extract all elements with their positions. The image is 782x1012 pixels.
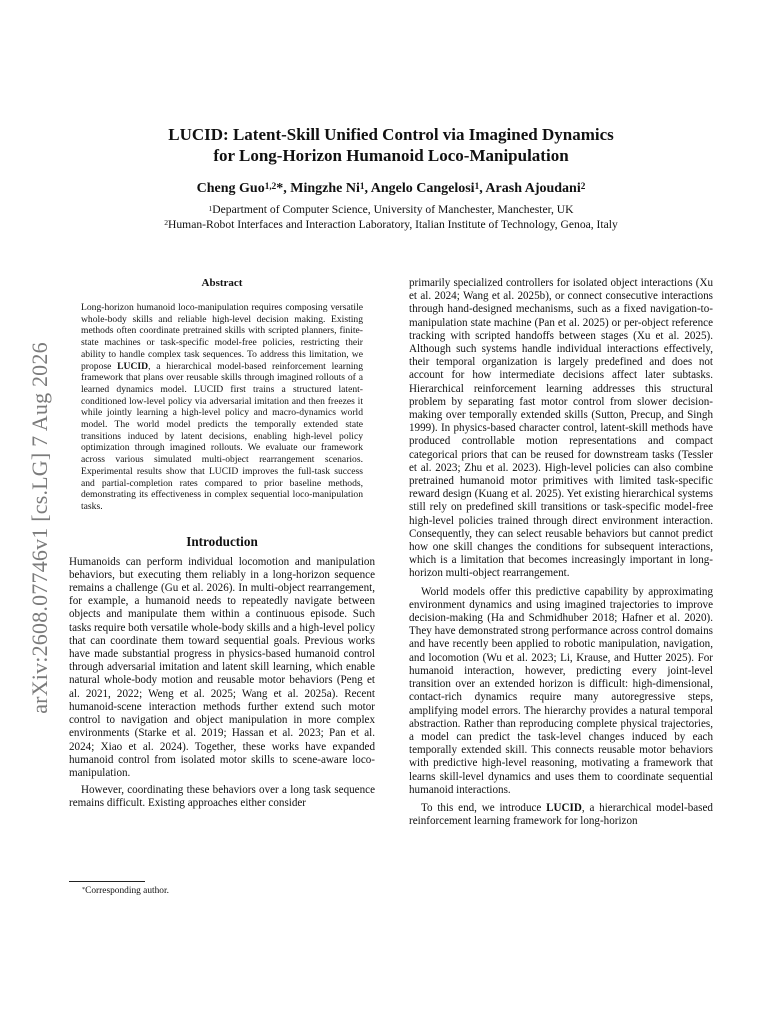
author-affiliation-mark: 1: [359, 181, 365, 192]
intro-paragraph-1: Humanoids can perform individual locomotion and manipulation behaviors, but executing them reliably in a long-horizon sequence remains a challenge (Gu et al. 2026). In multi-object rearrangement, for example, a humanoid needs to repeatedly navigate between objects and manipulate them within a continuous episode. Such tasks require both versatile whole-body skills and a high-level policy that can coordinate them toward sequential goals. Previous works have made substantial progress in physics-based humanoid control through adversarial imitation and latent skill learning, which enable natural whole-body motion and reusable motor behaviors (Peng et al. 2021, 2022; Weng et al. 2025; Wang et al. 2025a). Recent humanoid-scene interaction methods further extend such motor control to navigation and object manipulation in more complex environments (Starke et al. 2019; Hassan et al. 2023; Pan et al. 2024; Xiao et al. 2024). Together, these works have expanded humanoid control from isolated motor skills to scene-aware loco-manipulation.: [69, 555, 375, 779]
abstract-text-part-2: , a hierarchical model-based reinforcement learning framework that plans over reusable skills through imagined rollouts of a learned dynamics model. LUCID first trains a structured latent-conditioned low-level policy via adversarial imitation and then freezes it while jointly learning a high-level policy and macro-dynamics world model. The world model predicts the temporally extended state transitions induced by latent decisions, enabling high-level policy optimization through imagined rollouts. We evaluate our framework across various simulated multi-object rearrangement scenarios. Experimental results show that LUCID improves the full-task success and partial-completion rates compared to prior baseline methods, demonstrating its effectiveness in complex sequential loco-manipulation tasks.: [81, 360, 364, 512]
author-list: Cheng Guo$^{1,2}$*, Mingzhe Ni$^1$, Angelo Cangelosi$^1$, Arash Ajoudani$^2$: [196, 181, 586, 196]
arxiv-identifier-text: arXiv:2608.07746v1 [cs.LG] 7 Aug 2026: [27, 342, 52, 714]
author-name: Arash Ajoudani: [485, 181, 581, 196]
abstract-text-part-1: Long-horizon humanoid loco-manipulation requires composing versatile whole-body skills and reliable high-level decision making. Existing methods often coordinate pretrained skills with scripted planners, finite-state machines or task-specific model-free policies, restricting their ability to handle complex task sequences. To address this limitation, we propose: [81, 302, 363, 372]
author-name: Cheng Guo: [196, 181, 265, 196]
footnote-text: Corresponding author.: [85, 886, 169, 896]
author-affiliation-mark: 2: [580, 181, 586, 192]
abstract-heading: Abstract: [201, 277, 243, 289]
intro-paragraph-2: However, coordinating these behaviors over a long task sequence remains difficult. Existing approaches either consider: [69, 784, 375, 810]
left-column: [69, 276, 375, 811]
corresponding-author-mark: *: [276, 181, 284, 196]
arxiv-identifier: [14, 342, 66, 714]
affiliation-line: [100, 218, 682, 233]
intro-paragraph-4: World models offer this predictive capability by approximating environment dynamics and using imagined trajectories to improve decision-making (Ha and Schmidhuber 2018; Hafner et al. 2020). They have demonstrated strong performance across control domains and have recently been applied to robotic manipulation, navigation, and locomotion (Wu et al. 2023; Li, Krause, and Hutter 2025). For humanoid interaction, however, predicting every joint-level transition over an extended horizon is difficult: high-dimensional, contact-rich dynamics require many autoregressive steps, amplifying model errors. The hierarchy provides a natural temporal abstraction. Rather than reproducing complete physical trajectories, a model can predict the task-level changes induced by each temporally extended skill. This connects reusable motor behaviors with predictive high-level reasoning, motivating a framework that learns skill-level dynamics and uses them to coordinate sequential humanoid interactions.: [409, 585, 713, 796]
footnote-mark: *: [82, 886, 86, 894]
affiliation-mark: 1: [208, 203, 213, 213]
affiliation-text: Human-Robot Interfaces and Interaction Laboratory, Italian Institute of Technology, Genoa, Italy: [168, 217, 618, 231]
intro-method-name: LUCID: [546, 801, 582, 814]
author-name: Mingzhe Ni: [290, 181, 360, 196]
author-name: Angelo Cangelosi: [370, 181, 475, 196]
abstract-body: [81, 302, 363, 513]
footnote: [82, 885, 169, 897]
author-affiliation-mark: 1: [474, 181, 480, 192]
footnote-divider: [69, 881, 145, 882]
author-affiliation-mark: 1,2: [264, 181, 277, 192]
introduction-heading: Introduction: [186, 533, 258, 549]
affiliation-line: [100, 203, 682, 218]
intro-paragraph-5-rest: , a hierarchical model-based reinforcement learning framework for long-horizon: [409, 801, 713, 828]
intro-paragraph-5: [409, 802, 713, 828]
paper-title-line-2: for Long-Horizon Humanoid Loco-Manipulation: [213, 146, 569, 165]
intro-paragraph-3: primarily specialized controllers for isolated object interactions (Xu et al. 2024; Wang et al. 2025b), or connect consecutive interactions through hand-designed mechanisms, such as a fixed navigation-to-manipulation state machine (Pan et al. 2025) or per-object reference tracking with scripted handoffs between stages (Xu et al. 2025). Although such systems handle individual interactions effectively, their temporal organization is largely predefined and does not account for how intermediate decisions affect later subtasks. Hierarchical reinforcement learning addresses this structural problem by separating fast motor control from slower decision-making over temporally extended skills (Sutton, Precup, and Singh 1999). In physics-based character control, latent-skill methods have produced controllable motion representations and compact categorical priors that can be reused for downstream tasks (Tessler et al. 2023; Zhu et al. 2023). High-level policies can also combine pretrained humanoid motor primitives with limited task-specific reward design (Kuang et al. 2025). Yet existing hierarchical systems still rely on predefined skill transitions or task-specific model-free high-level policies trained through direct environment interaction. Consequently, they can select reusable behaviors but cannot predict how one skill changes the conditions for subsequent interactions, which is a limitation that becomes increasingly important in long-horizon multi-object rearrangement.: [409, 277, 713, 580]
intro-paragraph-5-start: To this end, we introduce: [421, 801, 547, 814]
affiliation-list: [100, 203, 682, 232]
right-column: [409, 277, 713, 828]
paper-title-line-1: LUCID: Latent-Skill Unified Control via Imagined Dynamics: [168, 125, 614, 144]
affiliation-mark: 2: [164, 218, 169, 228]
abstract-method-name: LUCID: [117, 360, 149, 372]
paper-title: [100, 124, 682, 166]
affiliation-text: Department of Computer Science, University of Manchester, Manchester, UK: [212, 203, 574, 216]
